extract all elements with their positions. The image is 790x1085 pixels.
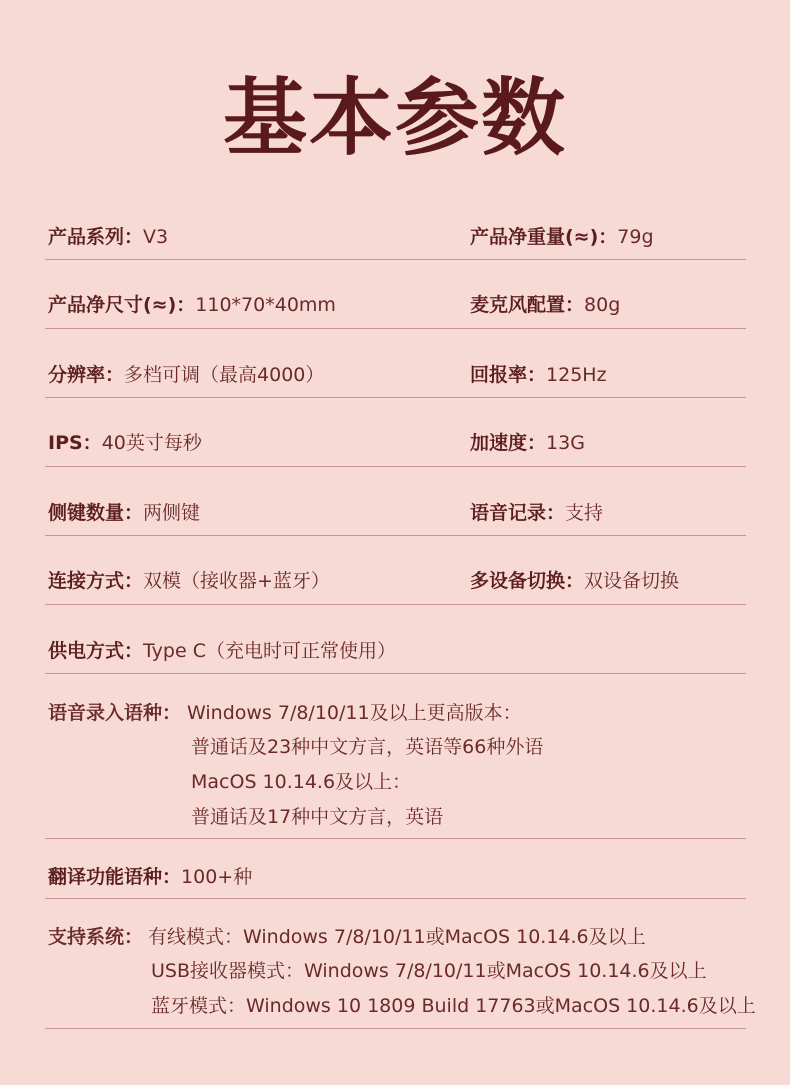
spec-label: 麦克风配置：: [470, 294, 585, 316]
voice-input-line: 普通话及23种中文方言，英语等66种外语: [191, 736, 544, 758]
spec-label: 供电方式：: [48, 640, 144, 662]
spec-label: IPS：: [48, 432, 102, 454]
spec-item-voice-record: [470, 500, 603, 526]
spec-item-report-rate: [470, 362, 607, 388]
spec-value: 13G: [546, 432, 585, 454]
spec-item-connection: [48, 568, 330, 594]
spec-label: 多设备切换：: [470, 570, 585, 592]
spec-label: 加速度：: [470, 432, 547, 454]
spec-value: 多档可调（最高4000）: [124, 364, 325, 386]
spec-item-translation: [48, 864, 252, 890]
spec-value: 80g: [584, 294, 621, 316]
spec-item-resolution: [48, 362, 324, 388]
spec-label: 侧键数量：: [48, 502, 144, 524]
spec-row-voice-input: [45, 698, 746, 839]
spec-item-multi-device: [470, 568, 679, 594]
spec-label: 产品系列：: [48, 226, 144, 248]
spec-value: 双模（接收器+蓝牙）: [143, 570, 330, 592]
spec-label: 语音记录：: [470, 502, 566, 524]
spec-item-weight: [470, 224, 654, 250]
system-line: 蓝牙模式：Windows 10 1809 Build 17763或MacOS 10.14.6及以上: [151, 995, 756, 1017]
spec-row: [45, 500, 746, 536]
spec-value: 79g: [617, 226, 654, 248]
spec-value: 双设备切换: [584, 570, 680, 592]
spec-row: [45, 430, 746, 467]
spec-label: 支持系统：: [48, 926, 144, 948]
spec-value: Type C（充电时可正常使用）: [143, 640, 396, 662]
spec-label: 语音录入语种：: [48, 702, 182, 724]
system-line: USB接收器模式：Windows 7/8/10/11或MacOS 10.14.6及以上: [151, 960, 707, 982]
spec-row-translation: [45, 864, 746, 899]
spec-item-ips: [48, 430, 202, 456]
spec-label: 产品净重量(≈)：: [470, 226, 618, 248]
spec-label: 连接方式：: [48, 570, 144, 592]
spec-row-systems: [45, 922, 756, 1029]
spec-item-series: [48, 224, 168, 250]
spec-item-side-keys: [48, 500, 200, 526]
spec-value: 100+种: [181, 866, 253, 888]
spec-value: 支持: [565, 502, 604, 524]
spec-item-size: [48, 292, 336, 318]
spec-row: [45, 362, 746, 398]
page-title: 基本参数: [222, 69, 567, 167]
spec-value: 两侧键: [143, 502, 201, 524]
spec-label: 产品净尺寸(≈)：: [48, 294, 196, 316]
spec-value: V3: [143, 226, 169, 248]
spec-value: 40英寸每秒: [101, 432, 202, 454]
spec-row: [45, 292, 746, 329]
spec-label: 回报率：: [470, 364, 547, 386]
spec-item-acceleration: [470, 430, 585, 456]
spec-label: 翻译功能语种：: [48, 866, 182, 888]
spec-row: [45, 568, 746, 605]
voice-input-line: Windows 7/8/10/11及以上更高版本：: [187, 702, 522, 724]
spec-item-microphone: [470, 292, 620, 318]
spec-item-power: [48, 638, 396, 664]
spec-value: 110*70*40mm: [195, 294, 336, 316]
spec-row: [45, 638, 746, 674]
spec-row: [45, 224, 746, 260]
voice-input-line: 普通话及17种中文方言，英语: [191, 806, 444, 828]
system-line: 有线模式：Windows 7/8/10/11或MacOS 10.14.6及以上: [148, 926, 646, 948]
spec-label: 分辨率：: [48, 364, 125, 386]
voice-input-line: MacOS 10.14.6及以上：: [191, 771, 412, 793]
spec-value: 125Hz: [546, 364, 607, 386]
